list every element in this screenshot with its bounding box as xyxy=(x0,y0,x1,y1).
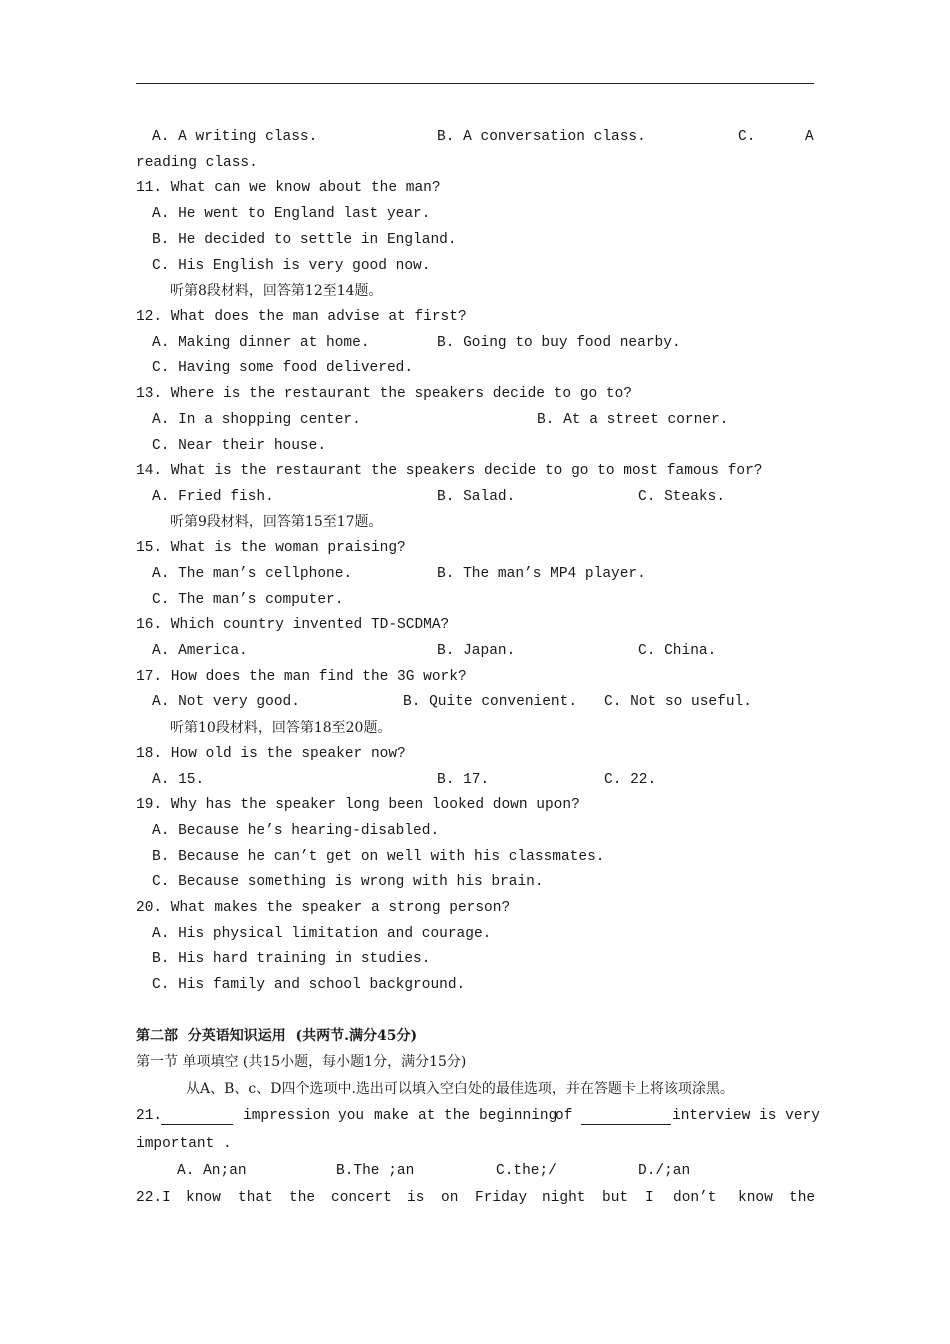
q14-option-b: B. Salad. xyxy=(437,489,516,505)
section-10-heading: 听第10段材料，回答第18至20题。 xyxy=(170,720,392,736)
q21-option-c: C.the;/ xyxy=(496,1163,557,1179)
q12-option-a: A. Making dinner at home. xyxy=(152,335,370,351)
q21-blank-2 xyxy=(581,1110,671,1125)
q21-option-a: A. An;an xyxy=(177,1163,247,1179)
q12-stem: 12. What does the man advise at first? xyxy=(136,309,467,325)
q19-stem: 19. Why has the speaker long been looked down upon? xyxy=(136,797,580,813)
q16-stem: 16. Which country invented TD-SCDMA? xyxy=(136,617,450,633)
section-8-heading: 听第8段材料，回答第12至14题。 xyxy=(170,283,383,299)
q14-stem: 14. What is the restaurant the speakers decide to go to most famous for? xyxy=(136,463,763,479)
q14-option-c: C. Steaks. xyxy=(638,489,726,505)
q15-stem: 15. What is the woman praising? xyxy=(136,540,406,556)
q22-word-13: know xyxy=(738,1190,773,1206)
q22-word-4: the xyxy=(289,1190,316,1206)
q19-option-a: A. Because he’s hearing-disabled. xyxy=(152,823,440,839)
q20-option-c: C. His family and school background. xyxy=(152,977,466,993)
q21-word-6: beginning xyxy=(479,1108,558,1124)
q22-word-2: know xyxy=(186,1190,221,1206)
q22-word-3: that xyxy=(238,1190,273,1206)
q21-word-3: make xyxy=(374,1108,409,1124)
q22-word-14: the xyxy=(789,1190,816,1206)
q10-option-c-word: A xyxy=(805,129,814,145)
q19-option-b: B. Because he can’t get on well with his classmates. xyxy=(152,849,605,865)
q21-word-5: the xyxy=(444,1108,471,1124)
q14-option-a: A. Fried fish. xyxy=(152,489,274,505)
q21-continuation: important . xyxy=(136,1136,232,1152)
q21-number: 21. xyxy=(136,1108,163,1124)
q11-option-b: B. He decided to settle in England. xyxy=(152,232,457,248)
q17-option-c: C. Not so useful. xyxy=(604,694,752,710)
q22-word-6: is xyxy=(407,1190,425,1206)
q12-option-c: C. Having some food delivered. xyxy=(152,360,414,376)
q21-option-b: B.The ;an xyxy=(336,1163,415,1179)
q12-option-b: B. Going to buy food nearby. xyxy=(437,335,681,351)
q16-option-c: C. China. xyxy=(638,643,717,659)
q20-stem: 20. What makes the speaker a strong person? xyxy=(136,900,511,916)
q17-option-b: B. Quite convenient. xyxy=(403,694,578,710)
q22-word-8: Friday xyxy=(475,1190,528,1206)
q13-option-a: A. In a shopping center. xyxy=(152,412,361,428)
q21-word-1: impression xyxy=(243,1108,331,1124)
q22-word-10: but xyxy=(602,1190,629,1206)
q21-word-2: you xyxy=(338,1108,365,1124)
q13-option-b: B. At a street corner. xyxy=(537,412,729,428)
q13-stem: 13. Where is the restaurant the speakers decide to go to? xyxy=(136,386,632,402)
q15-option-a: A. The man’s cellphone. xyxy=(152,566,353,582)
section-1-instructions: 从A、B、c、D四个选项中.选出可以填入空白处的最佳选项，并在答题卡上将该项涂黑。 xyxy=(186,1081,734,1097)
header-rule xyxy=(136,83,814,84)
q20-option-b: B. His hard training in studies. xyxy=(152,951,431,967)
q22-word-5: concert xyxy=(331,1190,392,1206)
q22-word-11: I xyxy=(645,1190,654,1206)
q18-option-b: B. 17. xyxy=(437,772,490,788)
q20-option-a: A. His physical limitation and courage. xyxy=(152,926,492,942)
q22-word-7: on xyxy=(441,1190,459,1206)
section-1-title: 第一节 单项填空 (共15小题，每小题1分，满分15分) xyxy=(136,1054,467,1070)
section-9-heading: 听第9段材料，回答第15至17题。 xyxy=(170,514,383,530)
q16-option-b: B. Japan. xyxy=(437,643,516,659)
q17-option-a: A. Not very good. xyxy=(152,694,300,710)
q10-option-c-letter: C. xyxy=(738,129,756,145)
q21-tail: interview is very xyxy=(672,1108,820,1124)
q21-option-d: D./;an xyxy=(638,1163,691,1179)
q11-option-a: A. He went to England last year. xyxy=(152,206,431,222)
q15-option-c: C. The man’s computer. xyxy=(152,592,344,608)
part-2-title: 第二部 分英语知识运用 (共两节.满分45分) xyxy=(136,1028,418,1044)
q16-option-a: A. America. xyxy=(152,643,248,659)
q11-option-c: C. His English is very good now. xyxy=(152,258,431,274)
q21-word-4: at xyxy=(418,1108,436,1124)
q18-option-a: A. 15. xyxy=(152,772,205,788)
q10-option-a: A. A writing class. xyxy=(152,129,318,145)
q21-blank-1 xyxy=(161,1110,233,1125)
q19-option-c: C. Because something is wrong with his brain. xyxy=(152,874,544,890)
q22-word-9: night xyxy=(542,1190,586,1206)
q10-option-c-cont: reading class. xyxy=(136,155,258,171)
q22-word-12: don’t xyxy=(673,1190,717,1206)
q10-option-b: B. A conversation class. xyxy=(437,129,646,145)
q17-stem: 17. How does the man find the 3G work? xyxy=(136,669,467,685)
q11-stem: 11. What can we know about the man? xyxy=(136,180,441,196)
q21-word-7: of xyxy=(555,1108,573,1124)
q22-word-1: 22.I xyxy=(136,1190,171,1206)
q15-option-b: B. The man’s MP4 player. xyxy=(437,566,646,582)
q13-option-c: C. Near their house. xyxy=(152,438,327,454)
q18-option-c: C. 22. xyxy=(604,772,657,788)
q18-stem: 18. How old is the speaker now? xyxy=(136,746,406,762)
